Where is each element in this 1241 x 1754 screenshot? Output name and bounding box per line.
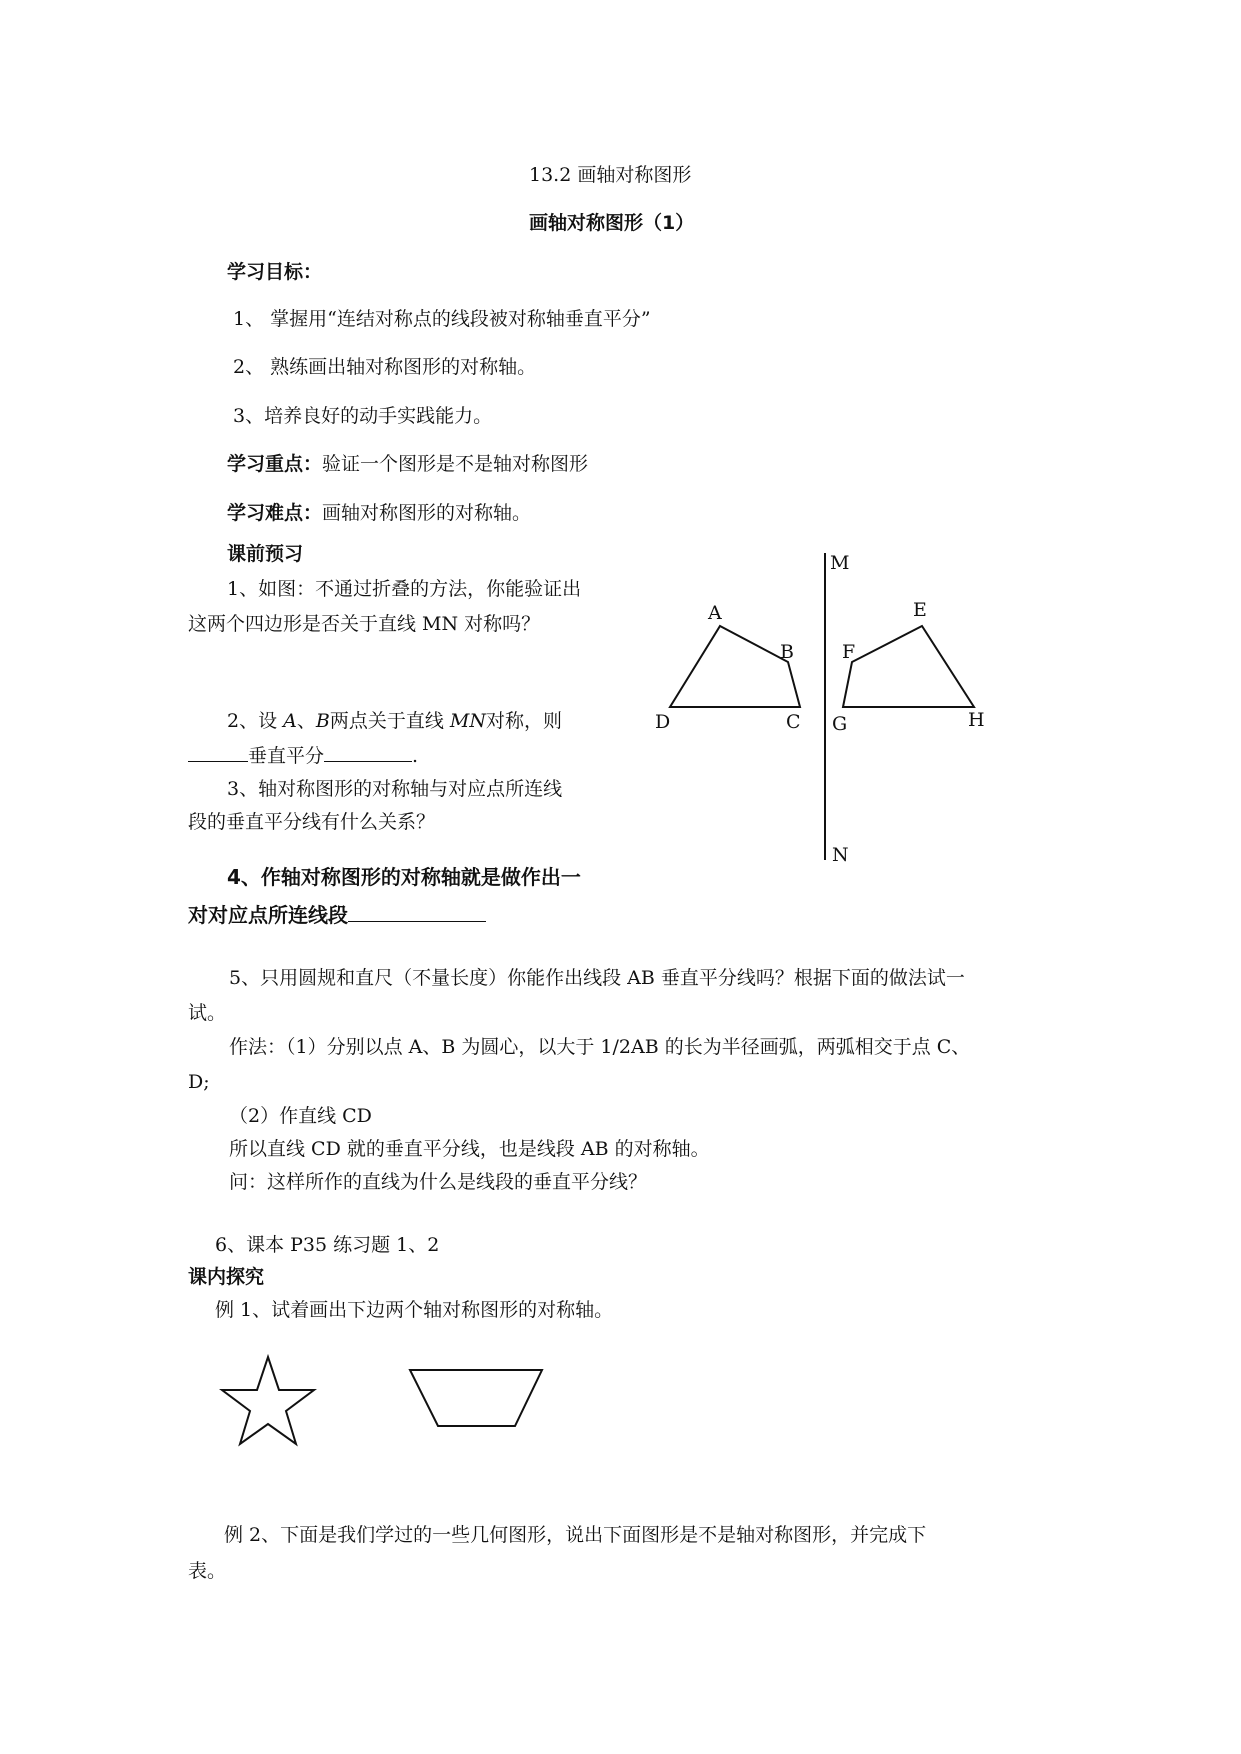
q2-end: 对称，则 [486, 710, 563, 732]
q5-method-line1: 作法：（1）分别以点 A、B 为圆心，以大于 1/2AB 的长为半径画弧，两弧相交于点 C、 [229, 1036, 971, 1058]
label-a: A [708, 602, 722, 624]
q2-point-a: A [283, 710, 297, 732]
objectives-heading: 学习目标： [227, 261, 323, 283]
quadrilateral-abcd [670, 626, 800, 707]
q2-period: . [412, 745, 419, 767]
page-title: 13.2 画轴对称图形 [529, 164, 692, 186]
label-g: G [832, 713, 848, 735]
label-n: N [832, 844, 849, 866]
q5-method-line2: D; [188, 1071, 210, 1093]
preview-heading: 课前预习 [227, 543, 304, 565]
q6-text: 6、课本 P35 练习题 1、2 [215, 1234, 440, 1256]
preview-q4-line1: 4、作轴对称图形的对称轴就是做作出一 [227, 865, 581, 889]
q2-prefix: 2、设 [227, 710, 278, 732]
preview-q3-line2: 段的垂直平分线有什么关系？ [188, 811, 436, 833]
label-d: D [655, 711, 671, 733]
difficulty-label: 学习难点： [227, 502, 323, 524]
q2-mid: 两点关于直线 [329, 710, 444, 732]
label-e: E [913, 599, 927, 621]
label-h: H [968, 709, 985, 731]
example-2-line2: 表。 [188, 1560, 227, 1582]
preview-q3-line1: 3、轴对称图形的对称轴与对应点所连线 [227, 778, 563, 800]
focus-text: 验证一个图形是不是轴对称图形 [322, 453, 589, 475]
q2-point-b: B [315, 710, 330, 732]
q5-conclusion: 所以直线 CD 就的垂直平分线，也是线段 AB 的对称轴。 [229, 1138, 710, 1160]
trapezoid-shape [410, 1370, 542, 1426]
objective-item: 2、 熟练画出轴对称图形的对称轴。 [233, 356, 537, 378]
example-2-line1: 例 2、下面是我们学过的一些几何图形，说出下面图形是不是轴对称图形，并完成下 [224, 1524, 927, 1546]
q2-sep: 、 [296, 710, 316, 732]
quadrilateral-efgh [843, 626, 974, 707]
q5-line2: 试。 [188, 1002, 227, 1024]
objective-item: 3、培养良好的动手实践能力。 [233, 405, 493, 427]
star-shape [222, 1357, 314, 1444]
q5-step2: （2）作直线 CD [229, 1105, 372, 1127]
q2-line-mn: MN [449, 710, 487, 732]
section-subtitle: 画轴对称图形（1） [529, 212, 695, 234]
example-1: 例 1、试着画出下边两个轴对称图形的对称轴。 [215, 1299, 614, 1321]
difficulty-text: 画轴对称图形的对称轴。 [322, 502, 532, 524]
preview-q1-line2: 这两个四边形是否关于直线 MN 对称吗？ [188, 613, 541, 635]
preview-q1-line1: 1、如图：不通过折叠的方法，你能验证出 [227, 578, 582, 600]
label-c: C [786, 711, 801, 733]
q5-question: 问：这样所作的直线为什么是线段的垂直平分线？ [229, 1171, 648, 1193]
focus-label: 学习重点： [227, 453, 323, 475]
explore-heading: 课内探究 [188, 1266, 265, 1288]
q4-text: 对对应点所连线段 [188, 903, 348, 927]
q2-line2-text: 垂直平分 [248, 745, 325, 767]
q5-line1: 5、只用圆规和直尺（不量长度）你能作出线段 AB 垂直平分线吗？根据下面的做法试一 [229, 967, 965, 989]
objective-item: 1、 掌握用“连结对称点的线段被对称轴垂直平分” [233, 308, 651, 330]
label-f: F [842, 641, 856, 663]
label-m: M [830, 552, 850, 574]
label-b: B [780, 641, 794, 663]
